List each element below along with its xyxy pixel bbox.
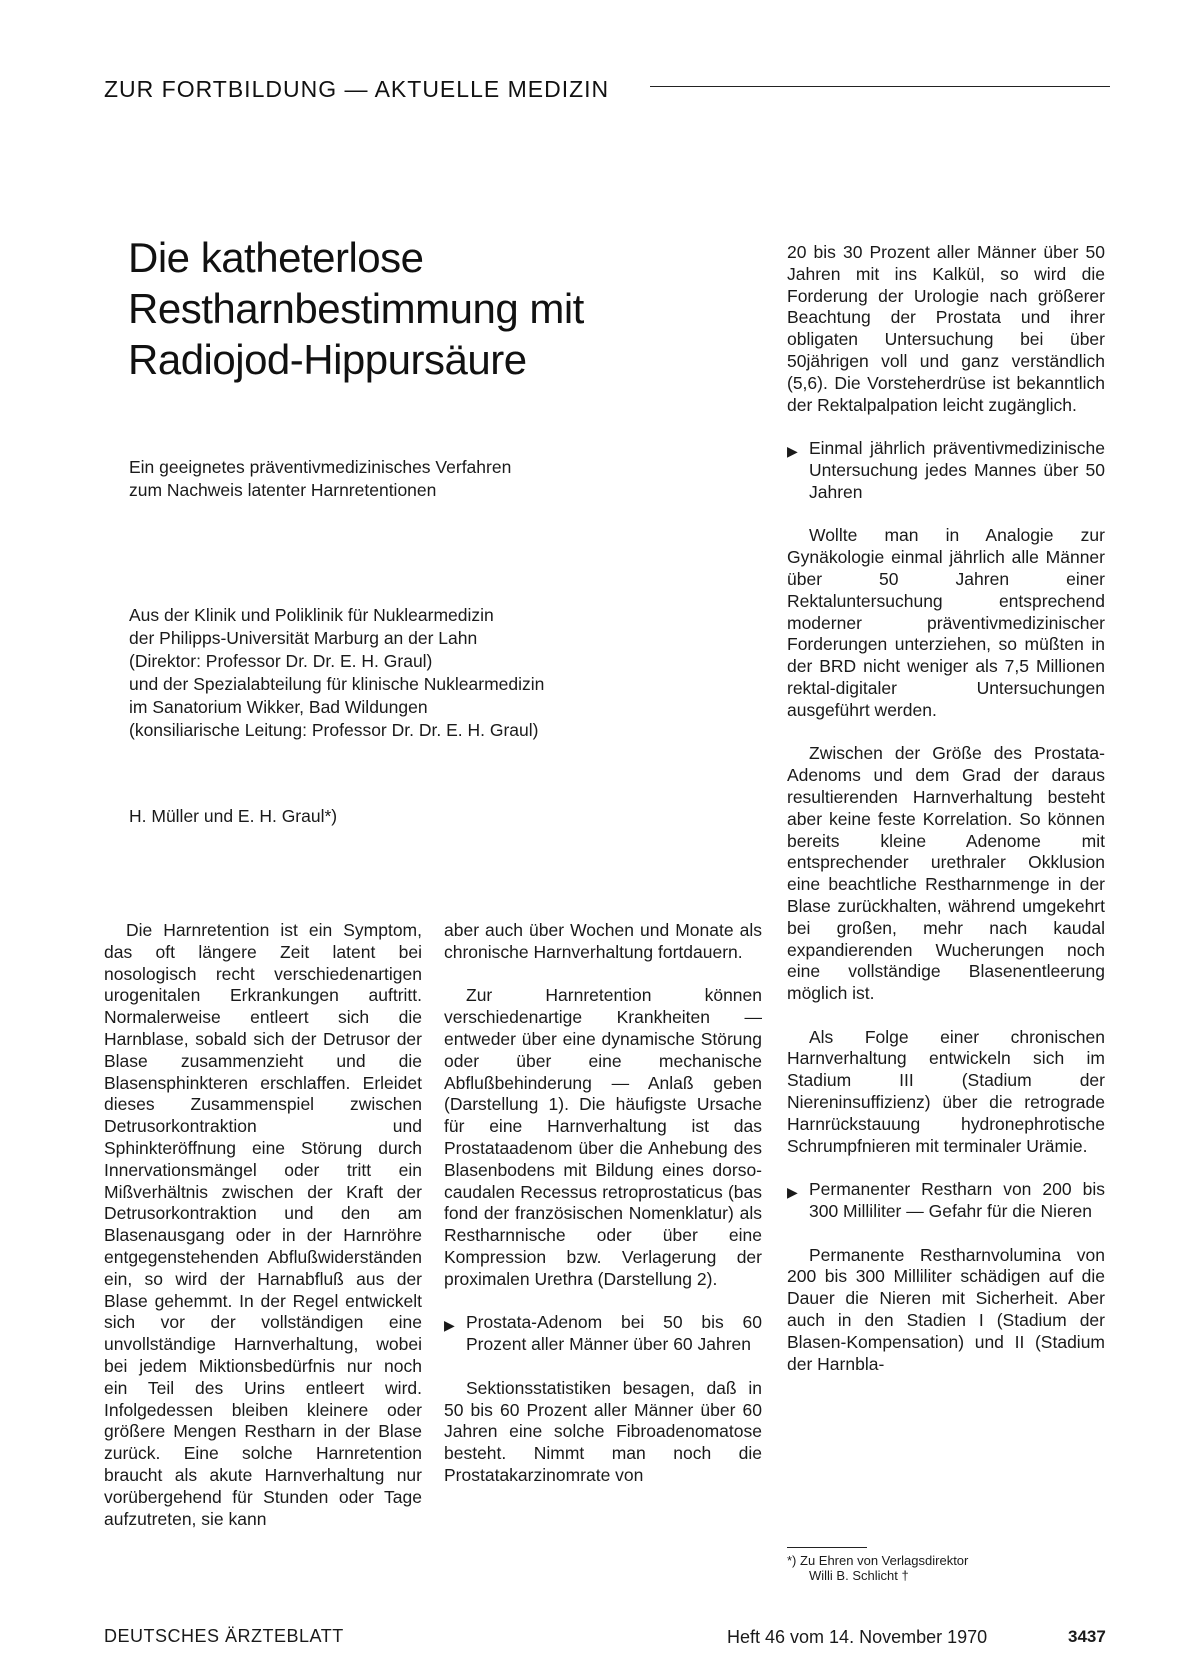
paragraph: Wollte man in Analogie zur Gynäkologie einmal jährlich alle Männer über 50 Jahren einer Rektaluntersuchung entsprechend moderner präventivmedizinischer Forderungen unterziehen, so müßten in der BRD nicht weniger als 7,5 Millionen rektal-digitaler Untersuchungen ausgeführt werden. (787, 525, 1105, 720)
affiliation-line: im Sanatorium Wikker, Bad Wildungen (129, 697, 428, 717)
subtitle-line: zum Nachweis latenter Harnretentionen (129, 480, 437, 500)
text-column-middle (444, 920, 762, 1509)
header-rule (650, 86, 1110, 87)
highlight-statement (787, 1179, 1105, 1223)
paragraph: Zur Harnretention können verschiedenartige Krankheiten — entweder über eine dynamische Störung oder über eine mechanische Abflußbehinderung — Anlaß geben (Darstellung 1). Die häufigste Ursache für eine Harnverhaltung ist das Prostataadenom über die Anhebung des Blasenbodens mit Bildung eines dorso-caudalen Recessus retroprostaticus (bas fond der französischen Nomenklatur) als Restharnnische oder über eine Kompression bzw. Verlagerung der proximalen Urethra (Darstellung 2). (444, 985, 762, 1289)
paragraph: Als Folge einer chronischen Harnverhaltung entwickeln sich im Stadium III (Stadium der Niereninsuffizienz) über die retrograde Harnrückstauung hydronephrotische Schrumpfnieren mit terminaler Urämie. (787, 1026, 1105, 1156)
paragraph: Zwischen der Größe des Prostata-Adenoms und dem Grad der daraus resultierenden Harnverhaltung besteht aber keine feste Korrelation. So können bereits kleine Adenome mit entsprechender urethraler Okklusion eine beachtliche Restharnmenge in der Blase zurückhalten, während umgekehrt bei großen, mehr nach kaudal expandierenden Wucherungen noch eine vollständige Blasenentleerung möglich ist. (787, 743, 1105, 1004)
highlight-statement (787, 438, 1105, 503)
paragraph: Sektionsstatistiken besagen, daß in 50 bis 60 Prozent aller Männer über 60 Jahren eine solche Fibroadenomatose besteht. Nimmt man noch die Prostatakarzinomrate von (444, 1377, 762, 1485)
paragraph: aber auch über Wochen und Monate als chronische Harnverhaltung fortdauern. (444, 920, 762, 962)
footnote (787, 1553, 968, 1583)
page-number: 3437 (1068, 1627, 1106, 1646)
highlight-text: Prostata-Adenom bei 50 bis 60 Prozent aller Männer über 60 Jahren (466, 1312, 762, 1355)
authors: H. Müller und E. H. Graul*) (129, 806, 338, 826)
affiliation-line: (konsiliarische Leitung: Professor Dr. Dr. E. H. Graul) (129, 720, 539, 740)
affiliation-line: (Direktor: Professor Dr. Dr. E. H. Graul) (129, 651, 433, 671)
affiliation-line: der Philipps-Universität Marburg an der Lahn (129, 628, 478, 648)
affiliation (129, 604, 689, 742)
text-column-right (787, 242, 1105, 1397)
footnote-line: *) Zu Ehren von Verlagsdirektor (787, 1553, 969, 1568)
paragraph: Die Harnretention ist ein Symptom, das oft längere Zeit latent bei nosologisch recht verschiedenartigen urogenitalen Erkrankungen auftritt. Normalerweise entleert sich die Harnblase, sobald sich der Detrusor der Blase zusammenzieht und die Blasensphinkteren erschlaffen. Erleidet dieses Zusammenspiel zwischen Detrusorkontraktion und Sphinkteröffnung eine Störung durch Innervationsmängel oder tritt ein Mißverhältnis zwischen der Kraft der Detrusorkontraktion und den am Blasenausgang oder in der Harnröhre entgegenstehenden Abflußwiderständen ein, so wird der Harnabfluß aus der Blase gehemmt. In der Regel entwickelt sich vor der vollständigen eine unvollständige Harnverhaltung, wobei bei jedem Miktionsbedürfnis nur noch ein Teil des Urins entleert wird. Infolgedessen bleiben kleinere oder größere Mengen Restharn in der Blase zurück. Eine solche Harnretention braucht als akute Harnverhaltung nur vorübergehend für Stunden oder Tage aufzutreten, sie kann (104, 920, 422, 1529)
triangle-right-icon: ▶ (444, 1317, 455, 1334)
highlight-statement (444, 1312, 762, 1356)
title-line: Radiojod-Hippursäure (128, 336, 527, 383)
paragraph: 20 bis 30 Prozent aller Männer über 50 Jahren mit ins Kalkül, so wird die Forderung der Urologie nach größerer Beachtung der Prostata und ihrer obligaten Untersuchung bei über 50jährigen voll und ganz verständlich (5,6). Die Vorsteherdrüse ist bekanntlich der Rektalpalpation leicht zugänglich. (787, 242, 1105, 415)
footnote-line: Willi B. Schlicht † (809, 1568, 909, 1583)
issue-info: Heft 46 vom 14. November 1970 (727, 1627, 988, 1647)
title-line: Restharnbestimmung mit (128, 285, 584, 332)
title-line: Die katheterlose (128, 234, 424, 281)
affiliation-line: und der Spezialabteilung für klinische Nuklearmedizin (129, 674, 545, 694)
text-column-left (104, 920, 422, 1552)
subtitle-line: Ein geeignetes präventivmedizinisches Verfahren (129, 457, 512, 477)
article-title (128, 232, 688, 385)
affiliation-line: Aus der Klinik und Poliklinik für Nuklearmedizin (129, 605, 494, 625)
highlight-text: Einmal jährlich präventivmedizinische Untersuchung jedes Mannes über 50 Jahren (809, 438, 1105, 502)
section-header: ZUR FORTBILDUNG — AKTUELLE MEDIZIN (104, 76, 610, 102)
paragraph: Permanente Restharnvolumina von 200 bis 300 Milliliter schädigen auf die Dauer die Nieren mit Sicherheit. Aber auch in den Stadien I (Stadium der Blasen-Kompensation) und II (Stadium der Harnbla- (787, 1244, 1105, 1374)
triangle-right-icon: ▶ (787, 1184, 798, 1201)
journal-name: DEUTSCHES ÄRZTEBLATT (104, 1626, 344, 1646)
article-subtitle (129, 456, 689, 502)
footnote-rule (787, 1547, 867, 1548)
highlight-text: Permanenter Restharn von 200 bis 300 Milliliter — Gefahr für die Nieren (809, 1179, 1105, 1222)
triangle-right-icon: ▶ (787, 443, 798, 460)
